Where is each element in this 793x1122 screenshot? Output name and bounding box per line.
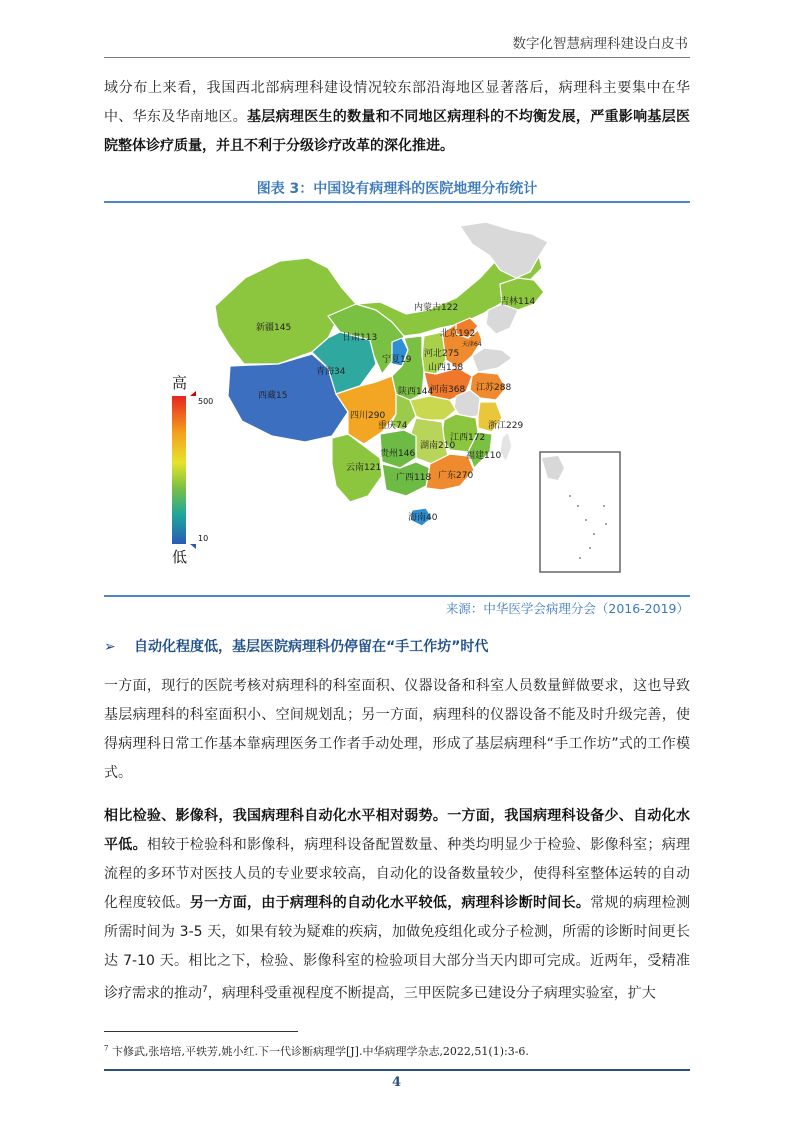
region-label-guizhou: 贵州146 bbox=[380, 449, 416, 459]
figure-bottom-rule bbox=[104, 595, 690, 597]
section-heading-text: 自动化程度低，基层医院病理科仍停留在“手工作坊”时代 bbox=[134, 639, 489, 655]
region-label-qinghai: 青海34 bbox=[316, 367, 346, 377]
paragraph-text: 相较于检验科和影像科，病理科设备配置数量、种类均明显少于检验、影像科室；病理流程的多环节对医技人员的专业要求较高，自动化的设备数量较少，使得科室整体运转的自动化程度较低。 bbox=[104, 837, 691, 911]
region-label-neimenggu: 内蒙古122 bbox=[414, 303, 459, 313]
header-rule bbox=[104, 57, 690, 58]
legend-high-label: 高 bbox=[172, 374, 188, 392]
legend-max-label: 500 bbox=[198, 397, 214, 406]
figure-title: 图表 3：中国设有病理科的医院地理分布统计 bbox=[256, 181, 538, 197]
footnote-reference[interactable]: 7 bbox=[202, 985, 208, 995]
region-label-shanxi: 山西158 bbox=[428, 363, 464, 373]
running-header: 数字化智慧病理科建设白皮书 bbox=[512, 36, 688, 52]
region-label-guangxi: 广西118 bbox=[396, 473, 432, 483]
paragraph-bold-text: 另一方面，由于病理科的自动化水平较低，病理科诊断时间长。 bbox=[189, 895, 591, 911]
province-shapes bbox=[215, 222, 548, 526]
footnote-text: 卞修武,张培培,平轶芳,姚小红.下一代诊断病理学[J].中华病理学杂志,2022,51(1):3-6. bbox=[108, 1045, 529, 1058]
footnote bbox=[104, 1043, 529, 1059]
region-label-tianjin: 天津64 bbox=[462, 341, 482, 348]
region-label-yunnan: 云南121 bbox=[346, 463, 382, 473]
region-label-hainan: 海南40 bbox=[408, 513, 438, 523]
region-label-fujian: 福建110 bbox=[466, 451, 502, 461]
region-label-sichuan: 四川290 bbox=[350, 411, 386, 421]
paragraph-text: 常规的病理检测所需时间为 3-5 天，如果有较为疑难的疾病，加做免疫组化或分子检测，所需的诊断时间更长达 7-10 天。相比之下，检验、影像科室的检验项目大部分当天内即可完成。近两年，受精准诊疗需求的推动 bbox=[104, 895, 691, 1002]
region-hubei bbox=[410, 396, 456, 420]
region-label-hunan: 湖南210 bbox=[420, 441, 456, 451]
region-label-shaanxi: 陕西144 bbox=[398, 387, 434, 397]
footer-rule bbox=[104, 1069, 690, 1071]
section-heading bbox=[104, 636, 690, 656]
paragraph-automation bbox=[104, 802, 690, 1009]
paragraph-bold-text: 基层病理医生的数量和不同地区病理科的不均衡发展，严重影响基层医院整体诊疗质量，并且不利于分级诊疗改革的深化推进。 bbox=[104, 109, 690, 154]
region-label-chongqing: 重庆74 bbox=[378, 421, 408, 431]
region-label-gansu: 甘肃113 bbox=[342, 333, 378, 343]
region-shandong bbox=[472, 348, 512, 372]
paragraph-text: 域分布上来看，我国西北部病理科建设情况较东部沿海地区显著落后，病理科主要集中在华中、华东及华南地区。 bbox=[104, 80, 690, 125]
region-label-ningxia: 宁夏19 bbox=[382, 355, 412, 365]
region-label-jiangxi: 江西172 bbox=[450, 433, 486, 443]
page-number: 4 bbox=[391, 1075, 402, 1090]
footnote-rule bbox=[104, 1031, 298, 1032]
region-label-jiangsu: 江苏288 bbox=[476, 383, 512, 393]
legend-low-label: 低 bbox=[172, 548, 188, 566]
legend-min-marker bbox=[190, 544, 196, 549]
region-label-zhejiang: 浙江229 bbox=[488, 421, 524, 431]
region-label-xinjiang: 新疆145 bbox=[256, 323, 292, 333]
footnote-mark: 7 bbox=[104, 1044, 109, 1053]
legend-max-marker bbox=[190, 391, 196, 396]
region-label-xizang: 西藏15 bbox=[258, 391, 288, 401]
region-liaoning bbox=[486, 304, 518, 334]
arrow-bullet-icon: ➢ bbox=[104, 639, 116, 655]
legend-color-bar bbox=[172, 396, 186, 544]
region-label-guangdong: 广东270 bbox=[438, 471, 474, 481]
region-label-jilin: 吉林114 bbox=[500, 297, 536, 307]
region-label-hebei: 河北275 bbox=[424, 349, 460, 359]
paragraph-manual-workshop: 一方面，现行的医院考核对病理科的科室面积、仪器设备和科室人员数量鲜做要求，这也导致基层病理科的科室面积小、空间规划乱；另一方面，病理科的仪器设备不能及时升级完善，使得病理科日常工作基本靠病理医务工作者手动处理，形成了基层病理科“手工作坊”式的工作模式。 bbox=[104, 678, 690, 781]
figure-source: 来源：中华医学会病理分会（2016-2019） bbox=[445, 601, 689, 616]
china-pathology-map bbox=[160, 206, 630, 591]
region-taiwan bbox=[500, 432, 512, 462]
region-label-beijing: 北京192 bbox=[440, 329, 476, 339]
paragraph-text: ，病理科受重视程度不断提高，三甲医院多已建设分子病理实验室，扩大 bbox=[207, 985, 656, 1002]
region-label-henan: 河南368 bbox=[430, 385, 466, 395]
paragraph-bold-text: 相比检验、影像科，我国病理科自动化水平相对弱势。一方面，我国病理科设备少、自动化水平低。 bbox=[104, 808, 690, 853]
paragraph-regional-distribution bbox=[104, 74, 690, 161]
legend-min-label: 10 bbox=[198, 534, 209, 543]
figure-top-rule bbox=[104, 201, 690, 203]
